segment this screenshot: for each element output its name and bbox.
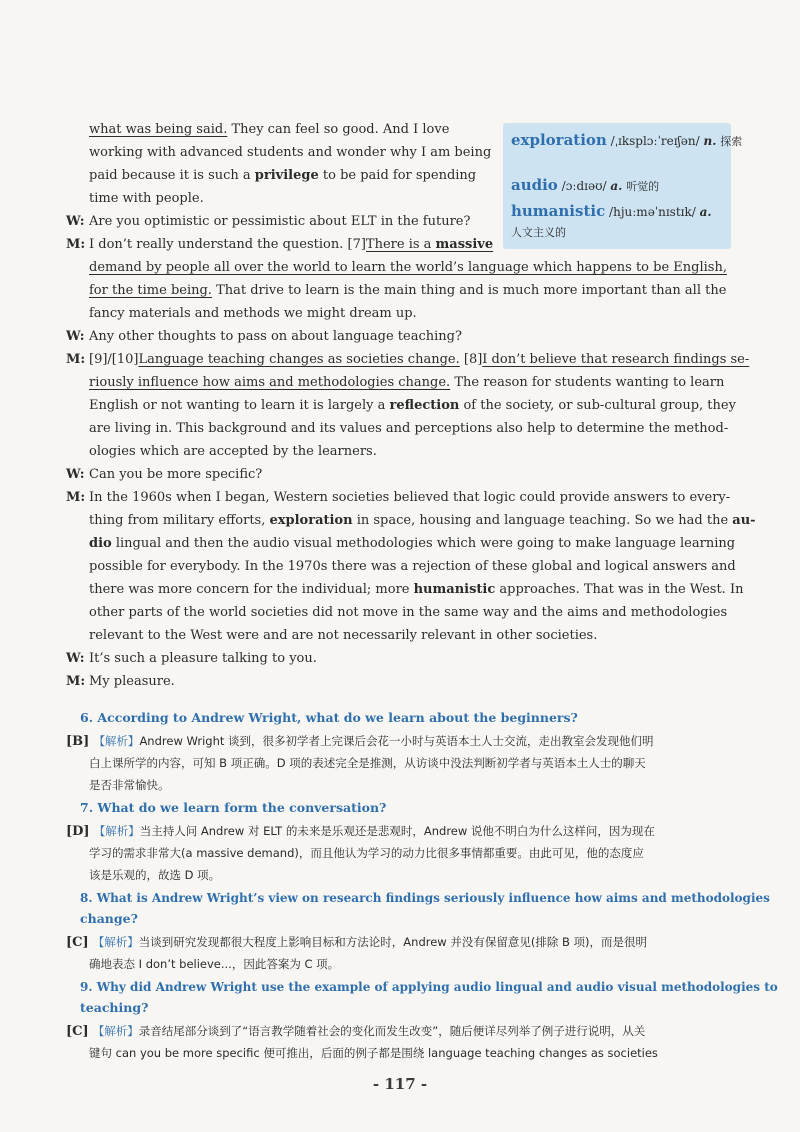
analysis-line: 是否非常愉快。 [89,778,170,792]
dialogue-line: It’s such a pleasure talking to you. [89,651,317,666]
answer-9: [C] 【解析】录音结尾部分谈到了“语言教学随着社会的变化而发生改变”，随后便详尽列举了例子进行说明，从关 [66,1024,646,1039]
dialogue-line: Any other thoughts to pass on about language teaching? [89,329,462,344]
speaker-label: W: [66,467,85,482]
dialogue-line: relevant to the West were and are not necessarily relevant in other societies. [89,628,598,643]
dialogue-line: riously influence how aims and methodologies change. The reason for students wanting to learn [89,375,725,390]
dialogue-line: for the time being. That drive to learn is the main thing and is much more important than all the [89,283,727,298]
speaker-label: M: [66,352,86,367]
dialogue-line: thing from military efforts, exploration in space, housing and language teaching. So we had the au- [89,513,756,528]
dialogue-line: English or not wanting to learn it is largely a reflection of the society, or sub-cultural group, they [89,398,736,413]
vocab-meaning: 探索 [720,135,743,148]
answer-7: [D] 【解析】当主持人问 Andrew 对 ELT 的未来是乐观还是悲观时，Andrew 说他不明白为什么这样问，因为现在 [66,824,655,839]
dialogue-line: there was more concern for the individual; more humanistic approaches. That was in the West. In [89,582,744,597]
dialogue-line: demand by people all over the world to learn the world’s language which happens to be English, [89,260,727,275]
dialogue-line: ologies which are accepted by the learners. [89,444,377,459]
speaker-label: M: [66,237,86,252]
vocab-word: audio [511,176,558,194]
vocab-word: exploration [511,131,607,149]
speaker-label: W: [66,329,85,344]
page-number: - 117 - [372,1075,428,1093]
dialogue-line: paid because it is such a privilege to be paid for spending [89,168,477,183]
dialogue-line: Can you be more specific? [89,467,263,482]
dialogue-line: Are you optimistic or pessimistic about ELT in the future? [89,214,471,229]
vocab-entry-exploration [511,130,742,152]
question-8-cont: change? [80,911,138,926]
dialogue-line: [9]/[10]Language teaching changes as societies change. [8]I don’t believe that research findings se- [89,352,750,367]
vocab-entry-audio [511,175,659,197]
vocab-word: humanistic [511,202,606,220]
dialogue-line: working with advanced students and wonder why I am being [89,145,492,160]
dialogue-line: dio lingual and then the audio visual methodologies which were going to make language learning [89,536,736,551]
dialogue-line: My pleasure. [89,674,175,689]
analysis-line: 确地表态 I don’t believe...，因此答案为 C 项。 [89,957,340,971]
dialogue-line: are living in. This background and its values and perceptions also help to determine the method- [89,421,729,436]
dialogue-line: other parts of the world societies did not move in the same way and the aims and methodologies [89,605,728,620]
vocabulary-box [503,123,743,249]
dialogue-line: time with people. [89,191,204,206]
vocab-pos: n. [703,134,717,148]
question-8: 8. What is Andrew Wright’s view on research findings seriously influence how aims and methodologies [80,891,770,905]
vocab-pos: a. [699,205,712,219]
vocab-meaning: 听觉的 [626,180,660,193]
vocab-entry-humanistic [511,201,726,243]
answer-8: [C] 【解析】当谈到研究发现都很大程度上影响目标和方法论时，Andrew 并没有保留意见(排除 B 项)，而是很明 [66,935,648,950]
speaker-label: W: [66,214,85,229]
question-7: 7. What do we learn form the conversation? [80,800,387,815]
answer-6: [B] 【解析】Andrew Wright 谈到，很多初学者上完课后会花一小时与英语本土人士交流，走出教室会发现他们明 [66,734,654,749]
analysis-line: 键句 can you be more specific 便可推出，后面的例子都是围绕 language teaching changes as societies [89,1046,658,1060]
question-9: 9. Why did Andrew Wright use the example of applying audio lingual and audio visual methodologies to [80,980,778,994]
vocab-ipa: /ɔːdɪəʊ/ [561,179,607,193]
speaker-label: M: [66,674,86,689]
dialogue-line: what was being said. They can feel so good. And I love [89,122,450,137]
speaker-label: W: [66,651,85,666]
vocab-ipa: /ˌɪksplɔːˈreɪʃən/ [610,134,700,148]
vocab-ipa: /hjuːməˈnɪstɪk/ [609,205,696,219]
dialogue-line: fancy materials and methods we might dream up. [89,306,417,321]
dialogue-line: I don’t really understand the question. [7]There is a massive [89,237,494,252]
vocab-pos: a. [610,179,623,193]
analysis-line: 该是乐观的，故选 D 项。 [89,868,221,882]
analysis-line: 学习的需求非常大(a massive demand)，而且他认为学习的动力比很多事情都重要。由此可见，他的态度应 [89,846,644,860]
dialogue-line: In the 1960s when I began, Western societies believed that logic could provide answers to every- [89,490,731,505]
question-6: 6. According to Andrew Wright, what do we learn about the beginners? [80,710,578,725]
question-9-cont: teaching? [80,1000,149,1015]
vocab-meaning: 人文主义的 [511,226,566,239]
analysis-line: 白上课所学的内容，可知 B 项正确。D 项的表述完全是推测，从访谈中没法判断初学者与英语本土人士的聊天 [89,756,646,770]
dialogue-line: possible for everybody. In the 1970s there was a rejection of these global and logical answers and [89,559,736,574]
speaker-label: M: [66,490,86,505]
